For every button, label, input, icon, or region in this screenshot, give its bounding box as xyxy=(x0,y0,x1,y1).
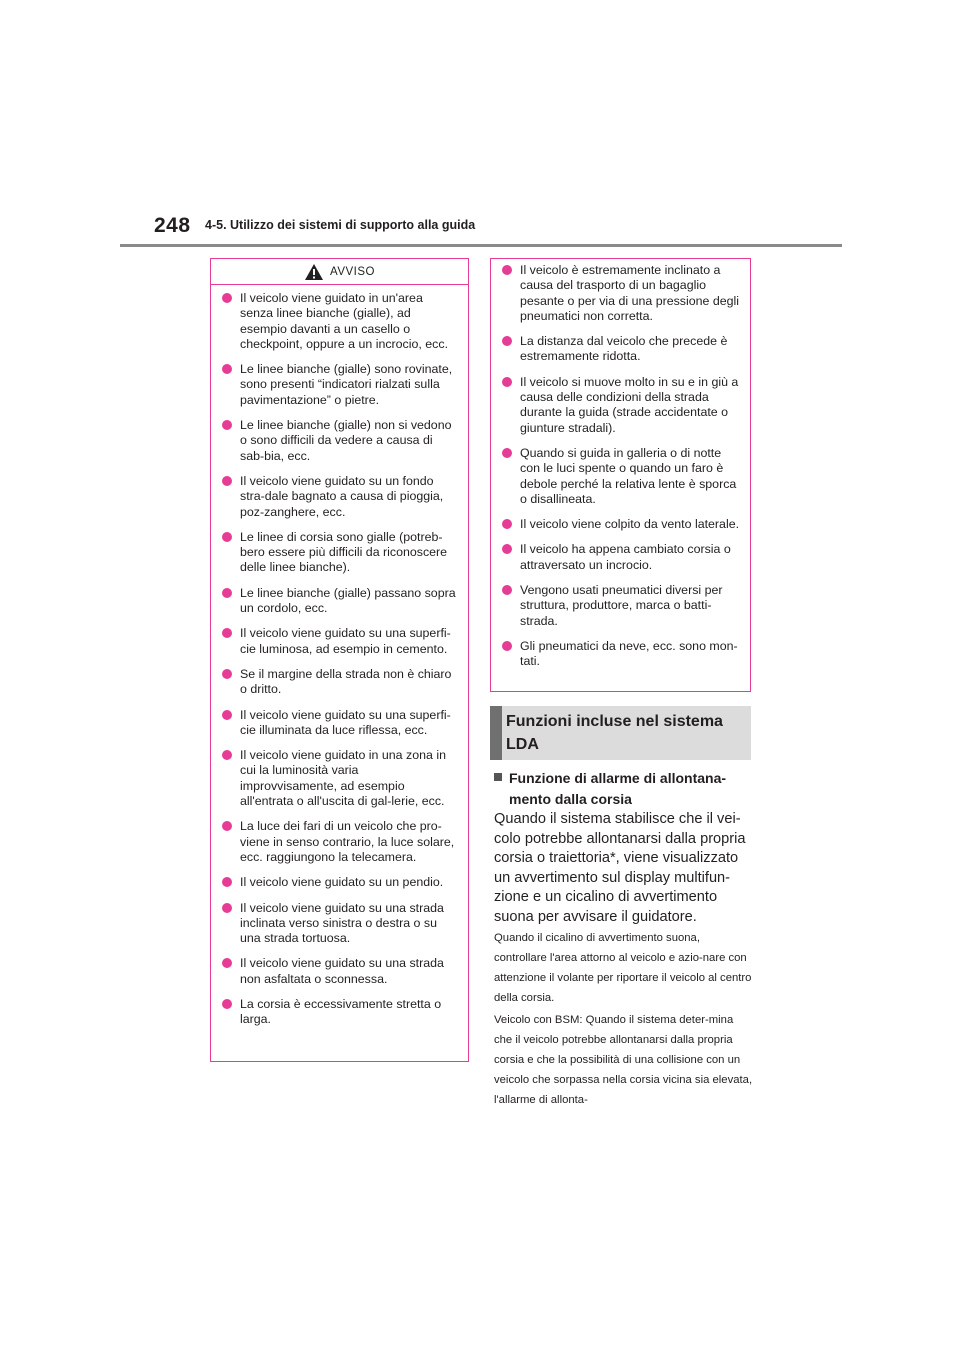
subheading-line2: mento dalla corsia xyxy=(509,791,632,807)
bullet-dot-icon xyxy=(222,532,232,542)
list-item-text: Il veicolo viene guidato su una strada non asfaltata o sconnessa. xyxy=(240,956,444,986)
paragraph-1: Quando il cicalino di avvertimento suona, controllare l'area attorno al veicolo e azio-nare con attenzione il volante per riportare il veicolo al centro della corsia. xyxy=(494,932,752,1004)
list-item-text: Il veicolo viene guidato su una superfi-cie illuminata da luce riflessa, ecc. xyxy=(240,707,451,737)
list-item-text: Il veicolo è estremamente inclinato a causa del trasporto di un bagaglio pesante o per via di una pressione degli pneumatici non corretta. xyxy=(520,263,740,323)
bullet-dot-icon xyxy=(222,710,232,720)
list-item xyxy=(221,291,458,352)
list-item xyxy=(501,583,740,629)
list-item-text: Se il margine della strada non è chiaro o dritto. xyxy=(240,666,452,697)
bullet-dot-icon xyxy=(502,448,512,458)
list-item-text: Il veicolo si muove molto in su e in giù a causa delle condizioni della strada durante la guida (strade accidentate o giunture stradali). xyxy=(520,374,739,435)
bullet-dot-icon xyxy=(502,544,512,554)
list-item-text: Il veicolo ha appena cambiato corsia o attraversato un incrocio. xyxy=(520,542,731,572)
list-item-text: Il veicolo viene guidato su un fondo stra-dale bagnato a causa di pioggia, poz-zanghere, ecc. xyxy=(240,473,444,519)
list-item-text: Il veicolo viene colpito da vento laterale. xyxy=(520,517,740,532)
bullet-dot-icon xyxy=(502,265,512,275)
list-item xyxy=(221,748,458,809)
paragraph-2: Veicolo con BSM: Quando il sistema deter-mina che il veicolo potrebbe allontanarsi dalla propria corsia e che la possibilità di una collisione con un veicolo che sorpassa nella corsia vicina sia elevata, l'allarme di allonta- xyxy=(494,1014,753,1106)
warning-box-continued xyxy=(490,258,751,692)
list-item xyxy=(501,334,740,365)
square-bullet-icon xyxy=(494,773,502,781)
bullet-dot-icon xyxy=(502,336,512,346)
bullet-dot-icon xyxy=(502,641,512,651)
list-item-text: Gli pneumatici da neve, ecc. sono mon-tati. xyxy=(520,638,738,669)
list-item xyxy=(221,418,458,464)
list-item xyxy=(221,875,458,890)
list-item xyxy=(221,626,458,657)
lead-paragraph: Quando il sistema stabilisce che il vei-colo potrebbe allontanarsi dalla propria corsia o traiettoria*, viene visualizzato un avvertimento sul display multifun-zione e un cicalino di avvertimento suona per avvisare il guidatore. xyxy=(494,811,746,925)
list-item-text: Quando si guida in galleria o di notte con le luci spente o quando un faro è debole perché la relativa lente è sporca o disallineata. xyxy=(520,445,737,506)
bullet-dot-icon xyxy=(502,519,512,529)
list-item xyxy=(221,362,458,408)
list-item-text: Le linee bianche (gialle) passano sopra un cordolo, ecc. xyxy=(240,585,456,616)
list-item xyxy=(221,586,458,617)
list-item-text: Il veicolo viene guidato su una superfi-cie luminosa, ad esempio in cemento. xyxy=(240,626,451,656)
list-item xyxy=(221,956,458,987)
list-item xyxy=(501,446,740,507)
feature-section-title: Funzioni incluse nel sistema LDA xyxy=(506,713,723,753)
list-item xyxy=(221,997,458,1028)
list-item xyxy=(501,639,740,670)
bullet-dot-icon xyxy=(222,476,232,486)
subheading-line1: Funzione di allarme di allontana- xyxy=(509,770,727,786)
bullet-dot-icon xyxy=(222,669,232,679)
bullet-dot-icon xyxy=(222,750,232,760)
list-item-text: Vengono usati pneumatici diversi per struttura, produttore, marca o batti-strada. xyxy=(520,583,723,628)
list-item xyxy=(221,901,458,947)
list-item-text: Il veicolo viene guidato in un'area senza linee bianche (gialle), ad esempio davanti a un casello o checkpoint, oppure a un incrocio, ecc. xyxy=(240,291,449,351)
bullet-dot-icon xyxy=(222,628,232,638)
warning-triangle-icon xyxy=(304,263,324,281)
list-item xyxy=(221,667,458,698)
bullet-dot-icon xyxy=(222,821,232,831)
page-number: 248 xyxy=(154,214,191,237)
list-item xyxy=(501,542,740,573)
list-item-text: La corsia è eccessivamente stretta o larga. xyxy=(240,996,442,1027)
bullet-dot-icon xyxy=(222,588,232,598)
bullet-dot-icon xyxy=(222,364,232,374)
list-item-text: Il veicolo viene guidato su un pendio. xyxy=(240,875,444,890)
warning-list-continued xyxy=(491,259,750,670)
warning-box xyxy=(210,258,469,1062)
warning-list xyxy=(211,285,468,1028)
list-item-text: Le linee bianche (gialle) sono rovinate, sono presenti “indicatori rialzati sulla pavimentazione” o pietre. xyxy=(240,362,453,407)
bullet-dot-icon xyxy=(502,377,512,387)
bullet-dot-icon xyxy=(222,958,232,968)
list-item xyxy=(501,375,740,436)
list-item-text: Le linee di corsia sono gialle (potreb-bero essere più difficili da riconoscere delle linee bianche). xyxy=(240,529,448,575)
list-item-text: Il veicolo viene guidato su una strada inclinata verso sinistra o destra o su una strada tortuosa. xyxy=(240,900,444,946)
bullet-dot-icon xyxy=(502,585,512,595)
list-item xyxy=(221,819,458,865)
list-item xyxy=(501,263,740,324)
section-title: 4-5. Utilizzo dei sistemi di supporto alla guida xyxy=(205,218,476,232)
list-item xyxy=(221,530,458,576)
bullet-dot-icon xyxy=(222,877,232,887)
list-item xyxy=(221,474,458,520)
list-item-text: La luce dei fari di un veicolo che pro-viene in senso contrario, la luce solare, ecc. raggiungono la telecamera. xyxy=(240,819,455,864)
bullet-dot-icon xyxy=(222,903,232,913)
list-item-text: Il veicolo viene guidato in una zona in cui la luminosità varia improvvisamente, ad esempio all'entrata o all'uscita di gal-lerie, ecc. xyxy=(240,748,446,809)
heading-accent-bar xyxy=(490,706,502,760)
list-item xyxy=(221,708,458,739)
bullet-dot-icon xyxy=(222,420,232,430)
header-rule xyxy=(120,244,842,247)
subheading xyxy=(494,768,754,810)
list-item xyxy=(501,517,740,532)
warning-box-header xyxy=(211,259,468,285)
list-item-text: La distanza dal veicolo che precede è estremamente ridotta. xyxy=(520,334,728,364)
bullet-dot-icon xyxy=(222,293,232,303)
bullet-dot-icon xyxy=(222,999,232,1009)
list-item-text: Le linee bianche (gialle) non si vedono o sono difficili da vedere a causa di sab-bia, ecc. xyxy=(240,418,452,463)
feature-section-heading xyxy=(490,706,751,760)
warning-box-title: AVVISO xyxy=(330,265,375,278)
